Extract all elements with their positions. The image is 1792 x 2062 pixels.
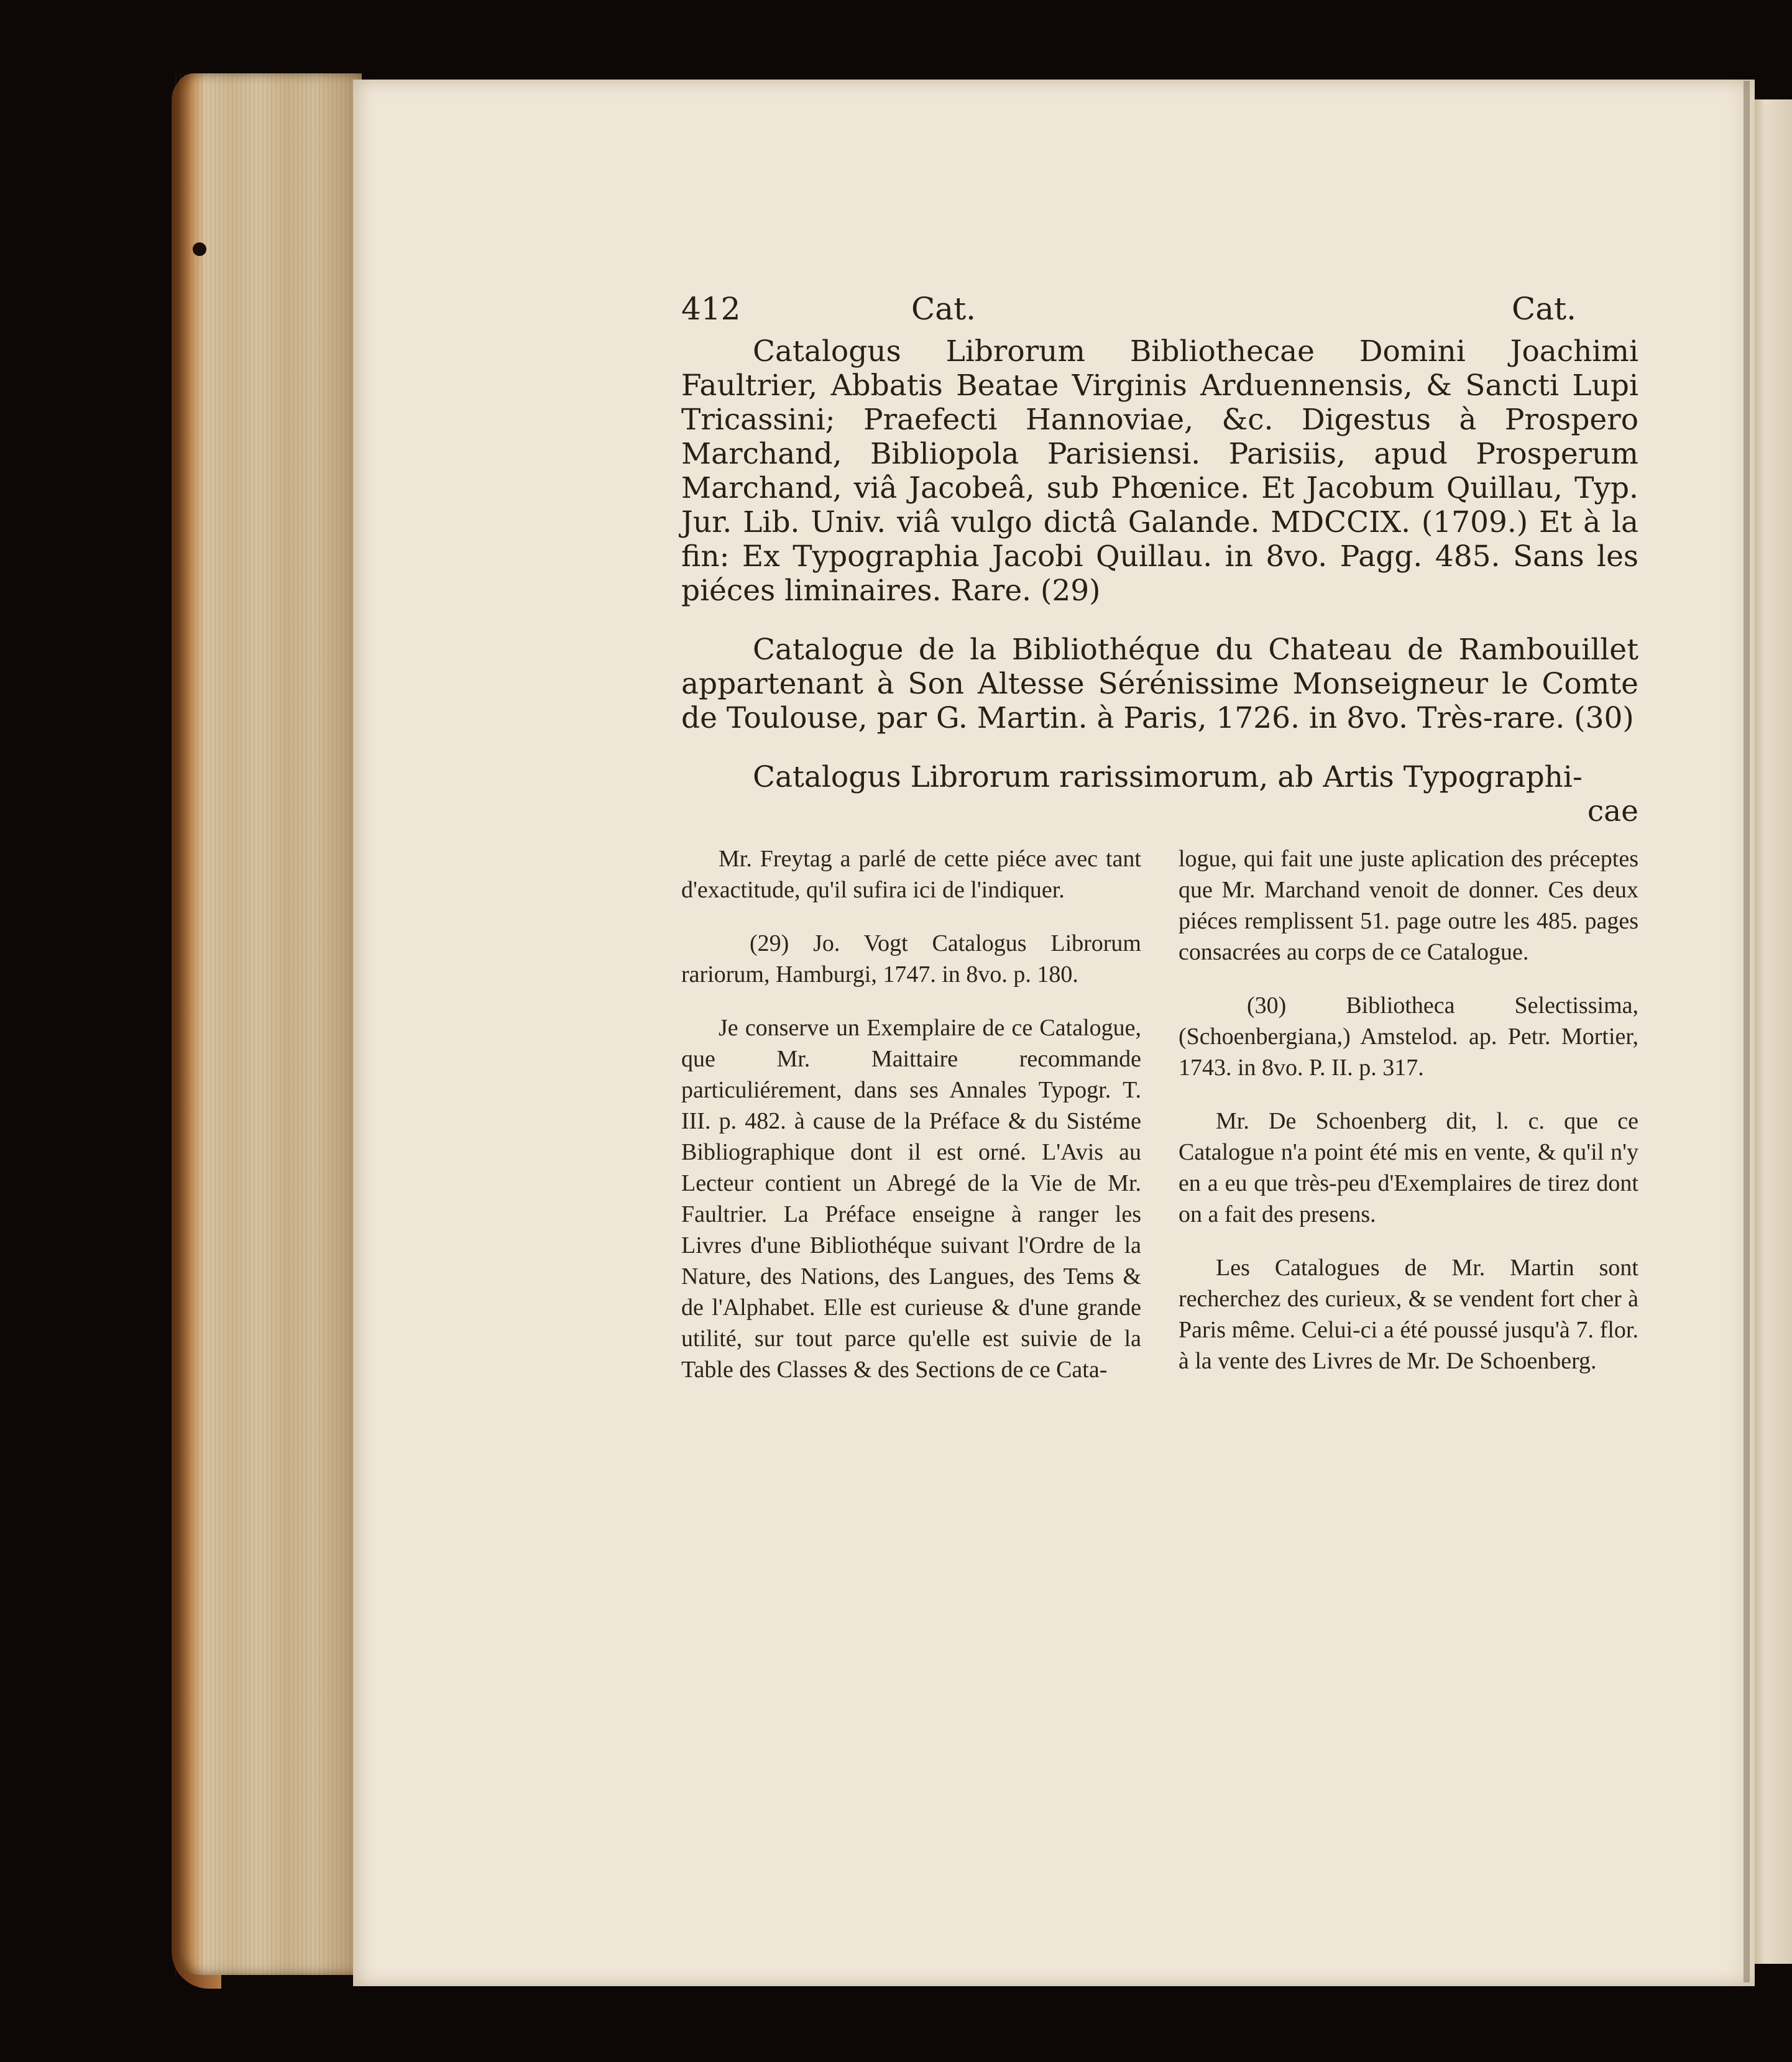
- footnotes: [681, 843, 1638, 1527]
- note-schoenberg: Mr. De Schoenberg dit, l. c. que ce Catalogue n'a point été mis en vente, & qu'il n'y en a eu que très-peu d'Exemplaires de tirez dont on a fait des presens.: [1179, 1108, 1638, 1227]
- gutter-shadow: [1744, 81, 1750, 1982]
- page-content: [681, 291, 1638, 1527]
- page-number: 412: [681, 291, 741, 327]
- note-martin: Les Catalogues de Mr. Martin sont recherchez des curieux, & se vendent fort cher à Paris même. Celui-ci a été poussé jusqu'à 7. flor. à la vente des Livres de Mr. De Schoenberg.: [1179, 1255, 1638, 1374]
- note-exemplaire: Je conserve un Exemplaire de ce Catalogue, que Mr. Maittaire recommande particuliérement, dans ses Annales Typogr. T. III. p. 482. à cause de la Préface & du Sistéme Bibliographique dont il est orné. L'Avis au Lecteur contient un Abregé de la Vie de Mr. Faultrier. La Préface enseigne à ranger les Livres d'une Bibliothéque suivant l'Ordre de la Nature, des Nations, des Langues, des Tems & de l'Alphabet. Elle est curieuse & d'une grande utilité, sur tout parce qu'elle est suivie de la Table des Classes & des Sections de ce Cata-: [681, 1015, 1141, 1383]
- catch-word: cae: [1587, 794, 1638, 828]
- note-continuation: logue, qui fait une juste aplication des préceptes que Mr. Marchand venoit de donner. Ces deux piéces remplissent 51. page outre les 485. pages consacrées au corps de ce Catalogue.: [1179, 846, 1638, 965]
- footnotes-left-column: [681, 843, 1141, 1408]
- note-ref-30: (30) Bibliotheca Selectissima, (Schoenbergiana,) Amstelod. ap. Petr. Mortier, 1743. in 8vo. P. II. p. 317.: [1179, 992, 1638, 1081]
- note-freytag: Mr. Freytag a parlé de cette piéce avec tant d'exactitude, qu'il sufira ici de l'indiquer.: [681, 846, 1141, 903]
- running-head: [681, 291, 1638, 334]
- running-head-left: Cat.: [911, 291, 976, 327]
- note-ref-29: (29) Jo. Vogt Catalogus Librorum rariorum, Hamburgi, 1747. in 8vo. p. 180.: [681, 930, 1141, 987]
- running-head-right: Cat.: [1511, 291, 1576, 327]
- book-page-edges: [175, 73, 362, 1975]
- catalogue-entry-rambouillet: Catalogue de la Bibliothéque du Chateau de Rambouillet appartenant à Son Altesse Sérénissime Monseigneur le Comte de Toulouse, par G. Martin. à Paris, 1726. in 8vo. Très-rare. (30): [681, 633, 1638, 735]
- footnotes-right-column: [1179, 843, 1638, 1399]
- binding-hole: [193, 242, 206, 256]
- catalogue-entry-faultrier: Catalogus Librorum Bibliothecae Domini Joachimi Faultrier, Abbatis Beatae Virginis Arduennensis, & Sancti Lupi Tricassini; Praefecti Hannoviae, &c. Digestus à Prospero Marchand, Bibliopola Parisiensi. Parisiis, apud Prosperum Marchand, viâ Jacobeâ, sub Phœnice. Et Jacobum Quillau, Typ. Jur. Lib. Univ. viâ vulgo dictâ Galande. MDCCIX. (1709.) Et à la fin: Ex Typographia Jacobi Quillau. in 8vo. Pagg. 485. Sans les piéces liminaires. Rare. (29): [681, 334, 1638, 608]
- catalogue-entry-rarissimorum: Catalogus Librorum rarissimorum, ab Artis Typographi-: [753, 760, 1583, 794]
